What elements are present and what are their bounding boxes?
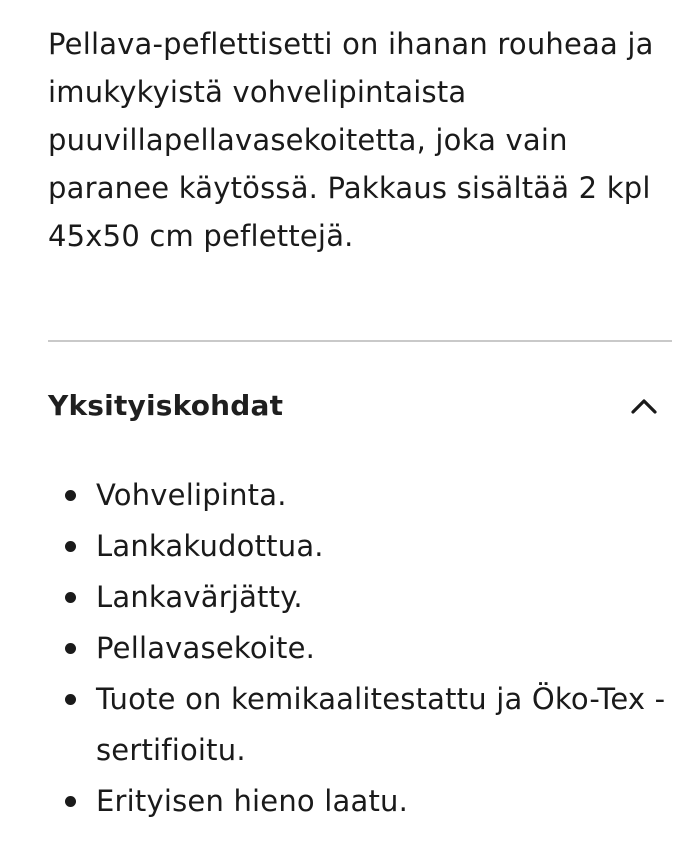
list-item: Lankavärjätty. xyxy=(48,572,668,623)
details-accordion-title: Yksityiskohdat xyxy=(48,389,284,422)
list-item: Lankakudottua. xyxy=(48,521,668,572)
product-description: Pellava-peflettisetti on ihanan rouheaa ja imukykyistä vohvelipintaista puuvillapellavasekoitetta, joka vain paranee käytössä. Pakkaus sisältää 2 kpl 45x50 cm peflettejä. xyxy=(48,27,654,253)
details-list xyxy=(48,470,668,827)
list-item: Vohvelipinta. xyxy=(48,470,668,521)
list-item: Erityisen hieno laatu. xyxy=(48,776,668,827)
chevron-up-icon[interactable] xyxy=(630,394,658,418)
list-item: Tuote on kemikaalitestattu ja Öko-Tex -sertifioitu. xyxy=(48,674,668,776)
details-accordion-header[interactable] xyxy=(48,378,668,434)
section-divider xyxy=(48,340,672,342)
list-item: Pellavasekoite. xyxy=(48,623,668,674)
